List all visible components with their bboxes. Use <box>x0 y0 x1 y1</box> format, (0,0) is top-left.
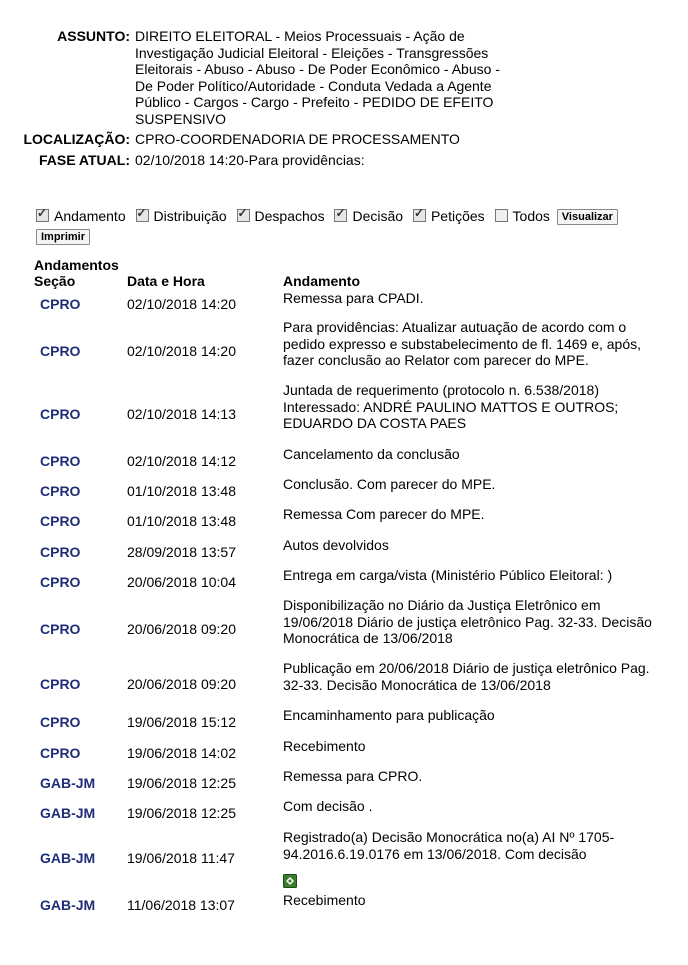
andamento-cell: Conclusão. Com parecer do MPE. <box>283 476 496 492</box>
filter-andamento[interactable]: ✓Andamento <box>36 208 126 224</box>
secao-link[interactable]: GAB-JM <box>40 775 96 791</box>
peticoes-checkbox[interactable] <box>413 209 426 222</box>
document-icon[interactable] <box>283 874 297 888</box>
decisao-checkbox[interactable] <box>334 209 347 222</box>
filter-todos[interactable]: Todos <box>495 208 550 224</box>
distribuicao-checkbox[interactable] <box>136 209 149 222</box>
imprimir-button[interactable]: Imprimir <box>36 229 90 245</box>
data-hora-cell: 01/10/2018 13:48 <box>127 513 236 529</box>
filter-bar <box>36 207 676 245</box>
data-hora-cell: 20/06/2018 10:04 <box>127 574 236 590</box>
secao-link[interactable]: CPRO <box>40 574 81 590</box>
data-hora-cell: 20/06/2018 09:20 <box>127 676 236 692</box>
data-hora-cell: 19/06/2018 11:47 <box>127 850 235 866</box>
data-hora-cell: 19/06/2018 14:02 <box>127 745 236 761</box>
assunto-value: DIREITO ELEITORAL - Meios Processuais - Ação de Investigação Judicial Eleitoral - Eleições - Transgressões Eleitorais - Abuso - Abuso - De Poder Econômico - Abuso - De Poder Político/Autoridade - Conduta Vedada a Agente Público - Cargos - Cargo - Prefeito - PEDIDO DE EFEITO SUSPENSIVO <box>135 28 500 127</box>
fase-label: FASE ATUAL: <box>39 152 130 168</box>
andamento-cell: Autos devolvidos <box>283 537 389 553</box>
localizacao-label: LOCALIZAÇÃO: <box>23 131 130 147</box>
localizacao-value: CPRO-COORDENADORIA DE PROCESSAMENTO <box>135 131 460 147</box>
andamento-cell: Encaminhamento para publicação <box>283 707 495 723</box>
header-secao: Seção <box>34 273 76 289</box>
andamento-cell: Cancelamento da conclusão <box>283 446 460 462</box>
data-hora-cell: 01/10/2018 13:48 <box>127 483 236 499</box>
andamento-cell: Juntada de requerimento (protocolo n. 6.538/2018) Interessado: ANDRÉ PAULINO MATTOS E OUTROS; EDUARDO DA COSTA PAES <box>283 382 619 431</box>
secao-link[interactable]: CPRO <box>40 714 81 730</box>
andamento-cell <box>283 874 668 908</box>
secao-link[interactable]: CPRO <box>40 621 81 637</box>
filter-despachos[interactable]: ✓ Despachos <box>237 208 325 224</box>
data-hora-cell: 19/06/2018 15:12 <box>127 714 236 730</box>
header-andamento: Andamento <box>283 273 360 289</box>
secao-link[interactable]: CPRO <box>40 343 81 359</box>
data-hora-cell: 28/09/2018 13:57 <box>127 544 236 560</box>
andamento-cell: Registrado(a) Decisão Monocrática no(a) AI Nº 1705-94.2016.6.19.0176 em 13/06/2018. Com decisão <box>283 829 615 862</box>
secao-link[interactable]: CPRO <box>40 296 81 312</box>
filter-decisao[interactable]: ✓ Decisão <box>334 208 403 224</box>
despachos-checkbox[interactable] <box>237 209 250 222</box>
secao-link[interactable]: CPRO <box>40 745 81 761</box>
fase-value: 02/10/2018 14:20-Para providências: <box>135 152 365 168</box>
filter-distribuicao[interactable]: ✓ Distribuição <box>136 208 227 224</box>
data-hora-cell: 11/06/2018 13:07 <box>127 897 235 913</box>
andamento-cell: Recebimento <box>283 738 366 754</box>
secao-link[interactable]: CPRO <box>40 483 81 499</box>
assunto-label: ASSUNTO: <box>57 28 130 44</box>
andamento-checkbox[interactable] <box>36 209 49 222</box>
andamentos-title: Andamentos <box>34 257 119 273</box>
andamento-cell: Entrega em carga/vista (Ministério Público Eleitoral: ) <box>283 567 613 583</box>
secao-link[interactable]: GAB-JM <box>40 850 96 866</box>
visualizar-button[interactable]: Visualizar <box>557 209 618 225</box>
secao-link[interactable]: CPRO <box>40 453 81 469</box>
secao-link[interactable]: CPRO <box>40 513 81 529</box>
secao-link[interactable]: CPRO <box>40 544 81 560</box>
secao-link[interactable]: GAB-JM <box>40 805 96 821</box>
andamento-cell: Disponibilização no Diário da Justiça Eletrônico em 19/06/2018 Diário de justiça eletrônico Pag. 32-33. Decisão Monocrática de 13/06/2018 <box>283 597 652 646</box>
andamento-cell: Remessa para CPRO. <box>283 768 423 784</box>
andamento-text: Recebimento <box>283 891 366 908</box>
andamento-cell: Publicação em 20/06/2018 Diário de justiça eletrônico Pag. 32-33. Decisão Monocrática de 13/06/2018 <box>283 660 650 693</box>
secao-link[interactable]: GAB-JM <box>40 897 96 913</box>
todos-checkbox[interactable] <box>495 209 508 222</box>
andamento-cell: Com decisão . <box>283 798 373 814</box>
filter-peticoes[interactable]: ✓ Petições <box>413 208 485 224</box>
data-hora-cell: 02/10/2018 14:20 <box>127 296 236 312</box>
data-hora-cell: 02/10/2018 14:20 <box>127 343 236 359</box>
andamento-cell: Remessa para CPADI. <box>283 290 424 306</box>
andamento-cell: Para providências: Atualizar autuação de acordo com o pedido expresso e substabelecimento de fl. 1469 e, após, fazer conclusão ao Relator com parecer do MPE. <box>283 319 642 368</box>
data-hora-cell: 20/06/2018 09:20 <box>127 621 236 637</box>
secao-link[interactable]: CPRO <box>40 676 81 692</box>
data-hora-cell: 19/06/2018 12:25 <box>127 805 236 821</box>
data-hora-cell: 19/06/2018 12:25 <box>127 775 236 791</box>
andamento-cell: Remessa Com parecer do MPE. <box>283 506 485 522</box>
header-data-hora: Data e Hora <box>127 273 205 289</box>
data-hora-cell: 02/10/2018 14:12 <box>127 453 236 469</box>
data-hora-cell: 02/10/2018 14:13 <box>127 406 236 422</box>
secao-link[interactable]: CPRO <box>40 406 81 422</box>
